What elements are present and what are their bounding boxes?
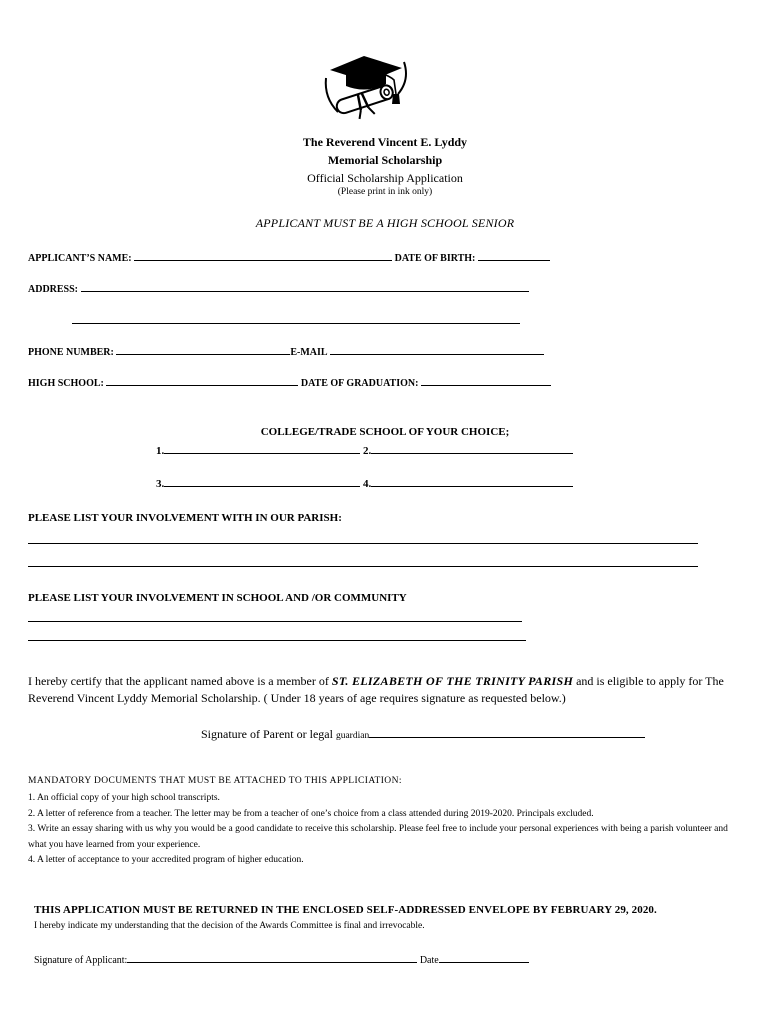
parish-certification-text <box>28 673 728 707</box>
scholarship-title-line1: The Reverend Vincent E. Lyddy <box>302 135 468 149</box>
graduation-date-label: DATE OF GRADUATION: <box>300 378 419 389</box>
graduation-date-field[interactable] <box>421 376 551 386</box>
mandatory-item-4: 4. A letter of acceptance to your accredited program of higher education. <box>28 855 304 865</box>
college-choice-row-2 <box>156 477 573 490</box>
date-of-birth-field[interactable] <box>478 251 550 261</box>
college-choice-3-field[interactable] <box>164 477 360 487</box>
phone-number-label: PHONE NUMBER: <box>28 347 114 358</box>
community-involvement-line-2[interactable] <box>28 640 526 641</box>
mandatory-item-2: 2. A letter of reference from a teacher. The letter may be from a teacher of one’s choice from a class attended during 2019-2020. Principals excluded. <box>28 808 594 819</box>
return-deadline-notice: THIS APPLICATION MUST BE RETURNED IN THE ENCLOSED SELF-ADDRESSED ENVELOPE BY FEBRUARY 29, 2020. <box>34 904 657 916</box>
committee-acknowledgement: I hereby indicate my understanding that the decision of the Awards Committee is final and irrevocable. <box>34 921 425 931</box>
college-choice-2-label: 2. <box>363 445 372 457</box>
scholarship-title-line2: Memorial Scholarship <box>327 153 443 167</box>
email-label: E-MAIL <box>290 347 328 358</box>
application-subtitle: Official Scholarship Application <box>307 171 463 185</box>
mandatory-item-1: 1. An official copy of your high school transcripts. <box>28 793 220 803</box>
mandatory-documents-list <box>28 791 728 869</box>
date-of-birth-label: DATE OF BIRTH: <box>394 253 476 264</box>
college-choice-row-1 <box>156 444 573 457</box>
senior-requirement: APPLICANT MUST BE A HIGH SCHOOL SENIOR <box>255 216 515 230</box>
print-note: (Please print in ink only) <box>337 187 433 197</box>
college-choice-heading: COLLEGE/TRADE SCHOOL OF YOUR CHOICE; <box>260 426 510 438</box>
applicant-signature-field[interactable] <box>127 953 417 963</box>
address-field-line1[interactable] <box>81 282 529 292</box>
community-involvement-heading: PLEASE LIST YOUR INVOLVEMENT IN SCHOOL AND /OR COMMUNITY <box>28 592 407 604</box>
college-choice-2-field[interactable] <box>371 444 573 454</box>
address-label: ADDRESS: <box>28 284 79 295</box>
address-row <box>28 282 529 295</box>
certification-text-end: and is eligible to apply for The Reverend Vincent Lyddy Memorial Scholarship. ( Under 18 years of age requires signature as requested below.) <box>28 674 724 705</box>
phone-number-field[interactable] <box>116 345 290 355</box>
parish-involvement-heading: PLEASE LIST YOUR INVOLVEMENT WITH IN OUR PARISH: <box>28 512 342 524</box>
signature-date-label: Date <box>419 955 439 966</box>
college-choice-1-label: 1. <box>156 445 165 457</box>
guardian-signature-row <box>201 727 645 742</box>
high-school-field[interactable] <box>106 376 298 386</box>
signature-date-field[interactable] <box>439 953 529 963</box>
parish-involvement-line-2[interactable] <box>28 566 698 567</box>
parish-involvement-line-1[interactable] <box>28 543 698 544</box>
phone-email-row <box>28 345 544 358</box>
mandatory-documents-title: MANDATORY DOCUMENTS THAT MUST BE ATTACHED TO THIS APPLICIATION: <box>28 776 402 786</box>
mandatory-item-3: 3. Write an essay sharing with us why you would be a good candidate to receive this scholarship. Please feel free to include your personal experiences with being a parish volunteer and what you have learned from your experience. <box>28 824 728 850</box>
guardian-signature-label: Signature of Parent or legal <box>201 727 333 741</box>
applicant-name-field[interactable] <box>134 251 392 261</box>
applicant-name-row <box>28 251 550 264</box>
college-choice-1-field[interactable] <box>164 444 360 454</box>
college-choice-4-label: 4. <box>363 478 372 490</box>
high-school-label: HIGH SCHOOL: <box>28 378 104 389</box>
applicant-name-label: APPLICANT’S NAME: <box>28 253 132 264</box>
applicant-signature-row <box>34 953 529 966</box>
certification-text-start: I hereby certify that the applicant named above is a member of <box>28 674 332 688</box>
high-school-row <box>28 376 551 389</box>
college-choice-4-field[interactable] <box>371 477 573 487</box>
applicant-signature-label: Signature of Applicant: <box>34 955 128 966</box>
guardian-label-small: guardian <box>335 731 370 741</box>
college-choice-3-label: 3. <box>156 478 165 490</box>
guardian-signature-field[interactable] <box>369 728 645 738</box>
address-field-line2[interactable] <box>72 323 520 324</box>
email-field[interactable] <box>330 345 544 355</box>
graduation-cap-diploma-icon <box>322 50 410 122</box>
community-involvement-line-1[interactable] <box>28 621 522 622</box>
parish-name: ST. ELIZABETH OF THE TRINITY PARISH <box>331 674 574 688</box>
